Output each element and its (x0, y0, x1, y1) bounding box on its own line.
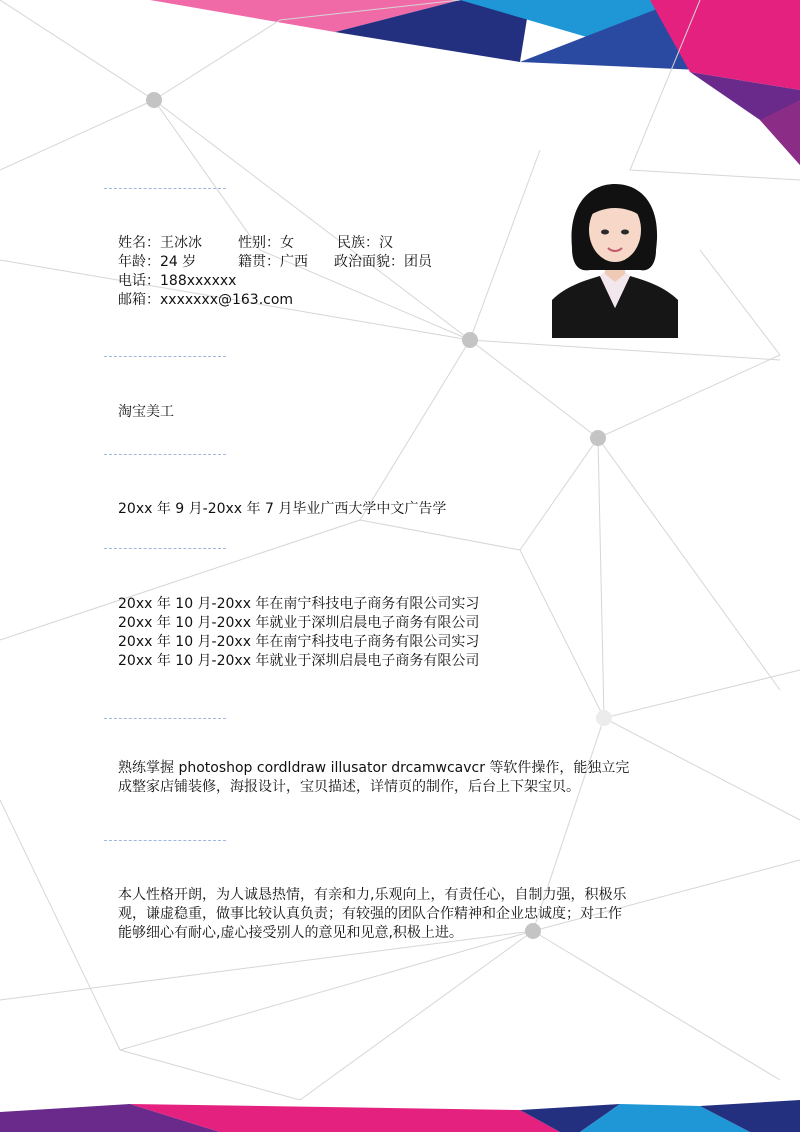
origin-field: 籍贯：广西 (238, 254, 308, 270)
name-field: 姓名：王冰冰 (118, 235, 202, 251)
section-divider-experience (104, 548, 226, 549)
experience-line: 20xx 年 10 月-20xx 年就业于深圳启晨电子商务有限公司 (118, 653, 480, 669)
self-evaluation-line: 观，谦虚稳重，做事比较认真负责；有较强的团队合作精神和企业忠诚度；对工作 (118, 906, 622, 922)
ethnicity-field: 民族：汉 (337, 235, 393, 251)
experience-line: 20xx 年 10 月-20xx 年在南宁科技电子商务有限公司实习 (118, 634, 480, 650)
section-divider-self-evaluation (104, 840, 226, 841)
profile-photo (552, 178, 678, 338)
politics-field: 政治面貌：团员 (334, 254, 432, 270)
portrait-illustration (552, 178, 678, 338)
self-evaluation-line: 能够细心有耐心,虚心接受别人的意见和见意,积极上进。 (118, 925, 463, 941)
top-banner (150, 0, 800, 165)
email-field: 邮箱：xxxxxxx@163.com (118, 292, 294, 308)
self-evaluation-line: 本人性格开朗，为人诚恳热情，有亲和力,乐观向上，有责任心，自制力强，积极乐 (118, 887, 627, 903)
phone-field: 电话：188xxxxxx (118, 273, 237, 289)
section-divider-objective (104, 356, 226, 357)
section-divider-basic-info (104, 188, 226, 189)
experience-line: 20xx 年 10 月-20xx 年在南宁科技电子商务有限公司实习 (118, 596, 480, 612)
skills-line: 熟练掌握 photoshop cordldraw illusator drcamwcavcr 等软件操作，能独立完 (118, 760, 630, 776)
gender-field: 性别：女 (238, 235, 294, 251)
section-divider-skills (104, 718, 226, 719)
objective-text: 淘宝美工 (118, 404, 174, 420)
skills-line: 成整家店铺装修，海报设计，宝贝描述，详情页的制作，后台上下架宝贝。 (118, 779, 580, 795)
section-divider-education (104, 454, 226, 455)
experience-line: 20xx 年 10 月-20xx 年就业于深圳启晨电子商务有限公司 (118, 615, 480, 631)
age-field: 年龄：24 岁 (118, 254, 197, 270)
education-text: 20xx 年 9 月-20xx 年 7 月毕业广西大学中文广告学 (118, 501, 447, 517)
bottom-banner (0, 1100, 800, 1132)
